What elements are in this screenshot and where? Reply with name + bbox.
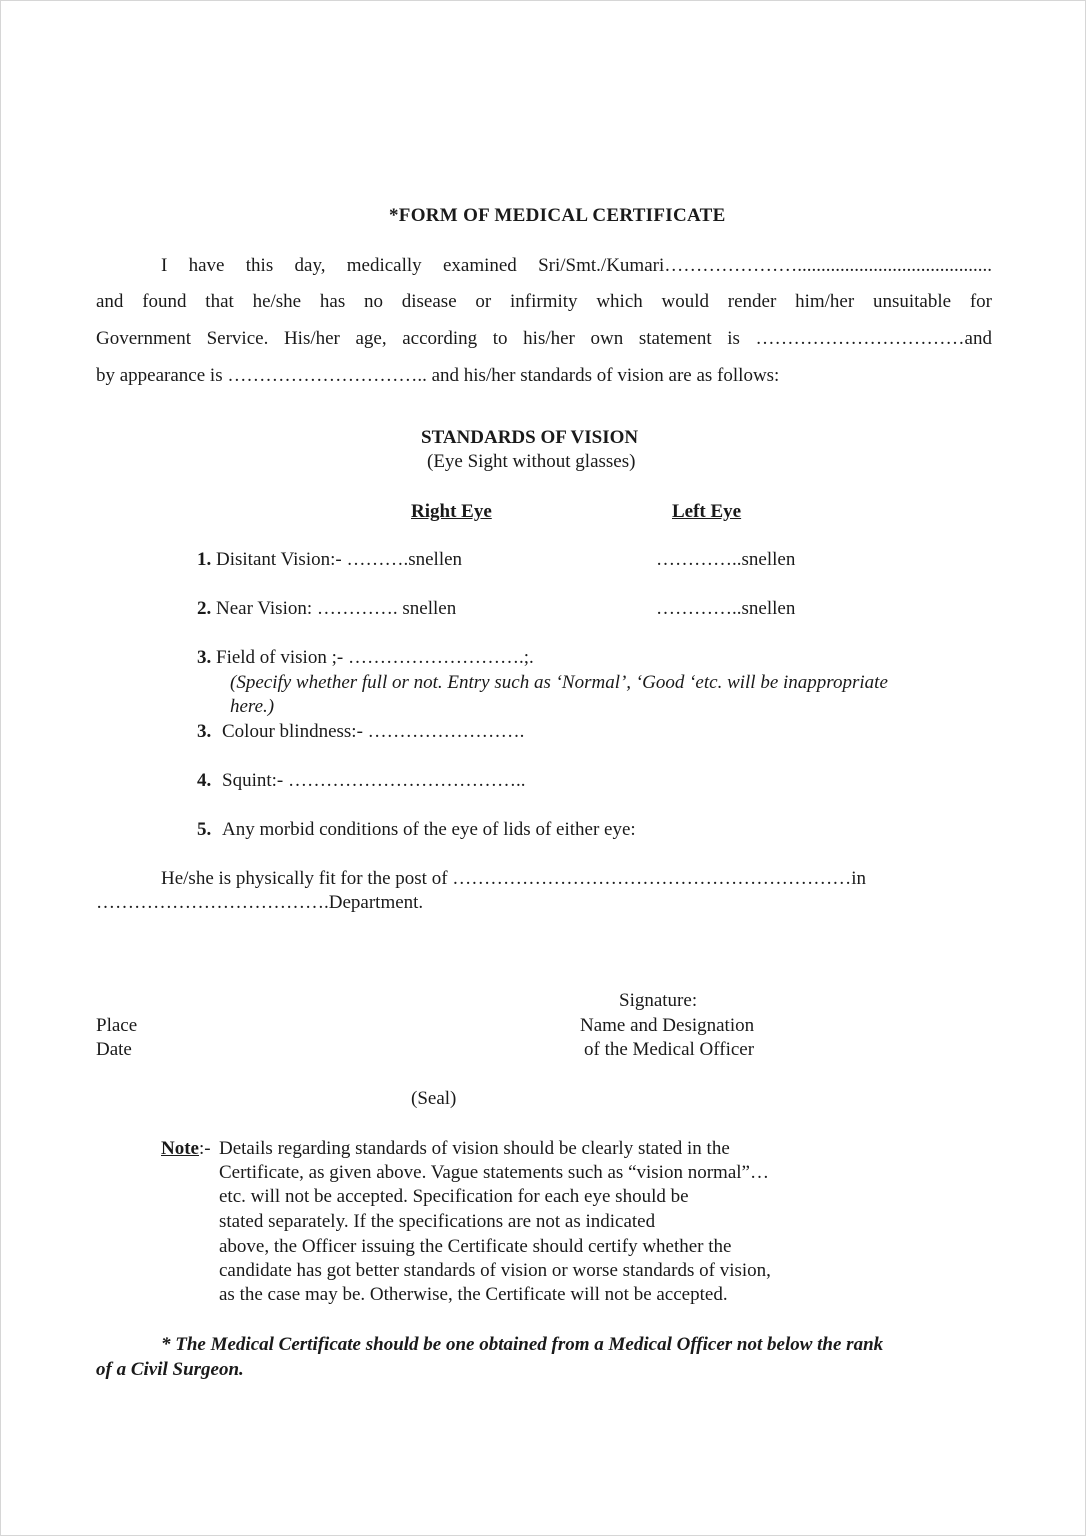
page-title: *FORM OF MEDICAL CERTIFICATE	[389, 205, 726, 226]
standards-heading: STANDARDS OF VISION	[421, 427, 639, 448]
distant-vision-left: …………..snellen	[656, 549, 796, 570]
right-eye-header: Right Eye	[411, 501, 492, 522]
intro-line-1: I have this day, medically examined Sri/Smt./Kumari………………….........................................	[161, 255, 992, 276]
signature-label: Signature:	[619, 990, 698, 1011]
squint-item	[197, 769, 525, 793]
note-line: as the case may be. Otherwise, the Certificate will not be accepted.	[219, 1284, 728, 1305]
intro-line-3: Government Service. His/her age, according to his/her own statement is ……………………………and	[96, 328, 992, 349]
field-note-line-2: here.)	[230, 696, 275, 717]
item-number: 5.	[197, 819, 212, 840]
near-vision-right: Near Vision: …………. snellen	[216, 598, 457, 619]
note-heading	[161, 1137, 211, 1161]
colour-blindness-item	[197, 720, 524, 744]
field-note-line-1: (Specify whether full or not. Entry such as ‘Normal’, ‘Good ‘etc. will be inappropriate	[230, 672, 888, 693]
near-vision-left: …………..snellen	[656, 598, 796, 619]
colour-blindness-label: Colour blindness:- …………………….	[222, 721, 525, 742]
note-line: Details regarding standards of vision should be clearly stated in the	[219, 1138, 730, 1159]
near-vision-item	[197, 597, 456, 621]
left-eye-header: Left Eye	[672, 501, 742, 522]
note-line: Certificate, as given above. Vague statements such as “vision normal”…	[219, 1162, 769, 1183]
item-number: 3.	[197, 721, 212, 742]
date-label: Date	[96, 1039, 132, 1060]
medical-officer-label: of the Medical Officer	[584, 1039, 755, 1060]
fitness-line-2: ……………………………….Department.	[96, 892, 424, 913]
name-designation-label: Name and Designation	[580, 1015, 755, 1036]
item-number: 1.	[197, 549, 212, 570]
note-label: Note	[161, 1138, 199, 1159]
morbid-conditions-label: Any morbid conditions of the eye of lids of either eye:	[222, 819, 636, 840]
field-of-vision-label: Field of vision ;- ……………………….;.	[216, 647, 534, 668]
fitness-line-1: He/she is physically fit for the post of ………………………………………………………in	[161, 868, 867, 889]
note-line: above, the Officer issuing the Certificate should certify whether the	[219, 1236, 732, 1257]
item-number: 3.	[197, 647, 212, 668]
intro-line-4: by appearance is ………………………….. and his/her standards of vision are as follows:	[96, 365, 780, 386]
item-number: 4.	[197, 770, 212, 791]
distant-vision-item	[197, 548, 462, 572]
standards-subheading: (Eye Sight without glasses)	[427, 451, 636, 472]
squint-label: Squint:- ………………………………..	[222, 770, 526, 791]
field-of-vision-item	[197, 646, 534, 670]
seal-label: (Seal)	[411, 1088, 457, 1109]
note-line: candidate has got better standards of vision or worse standards of vision,	[219, 1260, 771, 1281]
note-dash: :-	[198, 1138, 211, 1159]
place-label: Place	[96, 1015, 138, 1036]
note-line: stated separately. If the specifications are not as indicated	[219, 1211, 656, 1232]
item-number: 2.	[197, 598, 212, 619]
intro-line-2: and found that he/she has no disease or infirmity which would render him/her unsuitable for	[96, 291, 992, 312]
distant-vision-right: Disitant Vision:- ……….snellen	[216, 549, 463, 570]
note-line: etc. will not be accepted. Specification for each eye should be	[219, 1186, 689, 1207]
morbid-conditions-item	[197, 818, 636, 842]
footer-line-2: of a Civil Surgeon.	[96, 1359, 244, 1380]
footer-line-1: * The Medical Certificate should be one obtained from a Medical Officer not below the rank	[161, 1334, 884, 1355]
